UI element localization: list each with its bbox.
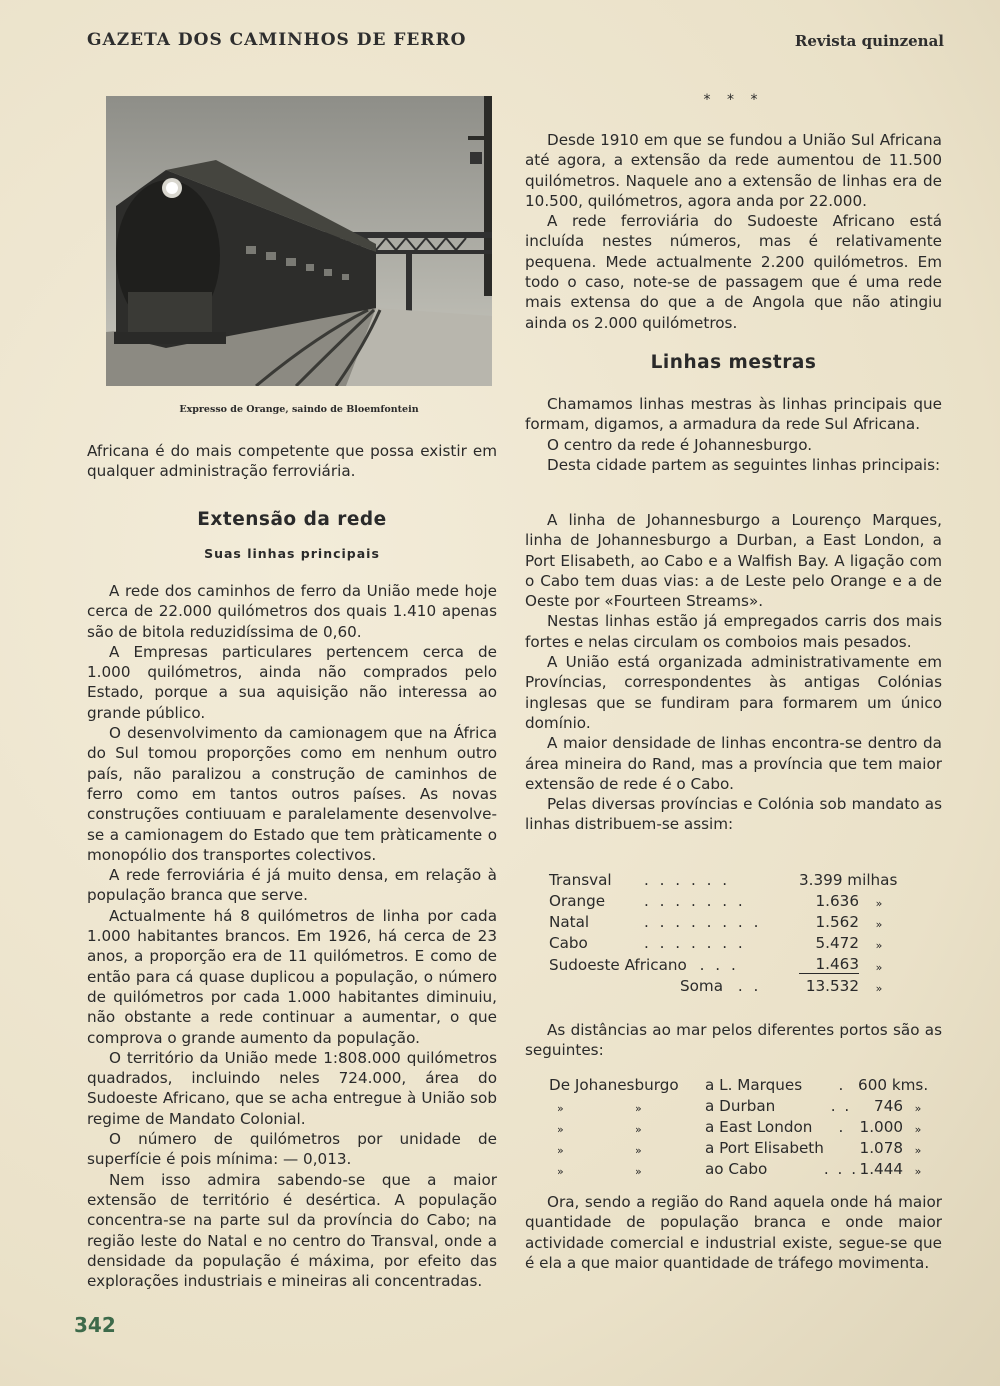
- page-number: 342: [74, 1313, 116, 1337]
- ditto-mark: »: [914, 1165, 922, 1178]
- province-name: Natal: [549, 913, 590, 931]
- right-body-mid: [525, 394, 942, 475]
- section-divider-stars: * * *: [703, 92, 764, 108]
- table-row: [549, 1073, 933, 1094]
- table-row: [549, 910, 899, 931]
- province-name: Sudoeste Africano: [549, 955, 687, 974]
- table-row-total: [549, 974, 899, 996]
- paragraph: Chamamos linhas mestras às linhas principais que formam, digamos, a armadura da rede Sul Africana.: [525, 395, 942, 434]
- paragraph: Desde 1910 em que se fundou a União Sul Africana até agora, a extensão da rede aumentou de 11.500 quilómetros. Naquele ano a extensão de linhas era de 10.500, quilómetros, agora anda por 22.000.: [525, 131, 942, 210]
- ditto-mark: »: [875, 939, 883, 952]
- distance-value: 600 kms.: [858, 1076, 929, 1094]
- paragraph: A maior densidade de linhas encontra-se dentro da área mineira do Rand, mas a província que tem maior extensão de rede é o Cabo.: [525, 734, 942, 793]
- leader-dots: . . . . . . .: [644, 934, 746, 952]
- ditto-mark: »: [635, 1165, 642, 1178]
- table-row: [549, 868, 899, 889]
- photo-caption: Expresso de Orange, saindo de Bloemfontein: [179, 404, 419, 415]
- province-value: 1.562: [815, 913, 859, 931]
- distance-value: 1.444: [859, 1160, 904, 1178]
- ditto-mark: »: [557, 1102, 564, 1115]
- paragraph: Actualmente há 8 quilómetros de linha por cada 1.000 habitantes brancos. Em 1926, há cerca de 23 anos, a proporção era de 11 quilómetros. E como de então para cá quase duplicou a população, o número de quilómetros por cada 1.000 habitantes diminuiu, não obstante a rede continuar a aumentar, o que comprova o grande aumento da população.: [87, 906, 497, 1047]
- table-row: [549, 931, 899, 952]
- leader-dots: . .: [830, 1097, 852, 1115]
- leader-dots: . . . . . . .: [644, 892, 746, 910]
- paragraph: O desenvolvimento da camionagem que na África do Sul tomou proporções como em nenhum outro país, não paralizou a construção de caminhos de ferro como em tantos outros países. As novas construções contiuuam e paralelamente desenvolve-se a camionagem do Estado que tem pràticamente o monopólio dos transportes colectivos.: [87, 724, 497, 864]
- ditto-mark: »: [914, 1144, 922, 1157]
- distance-from: De Johanesburgo: [549, 1076, 679, 1094]
- right-body-lines: [525, 510, 942, 835]
- ditto-mark: »: [557, 1144, 564, 1157]
- spacer-cell: [549, 974, 644, 996]
- paragraph: A rede dos caminhos de ferro da União mede hoje cerca de 22.000 quilómetros dos quais 1.410 apenas são de bitola reduzidíssima de 0,60.: [87, 582, 497, 641]
- ditto-mark: »: [557, 1165, 564, 1178]
- ditto-mark: »: [875, 960, 883, 974]
- intro-paragraph: Africana é do mais competente que possa existir em qualquer administração ferroviária.: [87, 442, 497, 481]
- ditto-mark: »: [635, 1102, 642, 1115]
- ditto-mark: »: [875, 897, 883, 910]
- journal-frequency: Revista quinzenal: [794, 32, 944, 50]
- distance-value: 746: [874, 1097, 904, 1115]
- ditto-mark: »: [914, 1123, 922, 1136]
- leader-dots: . . . . . .: [644, 871, 731, 889]
- table-row: [549, 1157, 933, 1178]
- paragraph: Pelas diversas províncias e Colónia sob mandato as linhas distribuem-se assim:: [525, 795, 942, 834]
- ditto-mark: »: [635, 1123, 642, 1136]
- province-value: 1.636: [815, 892, 859, 910]
- paragraph: O centro da rede é Johannesburgo.: [547, 435, 813, 454]
- section-title-extensao: Extensão da rede: [197, 509, 387, 530]
- total-cell: [644, 974, 799, 996]
- journal-title: GAZETA DOS CAMINHOS DE FERRO: [87, 30, 467, 50]
- closing-paragraph: Ora, sendo a região do Rand aquela onde há maior quantidade de população branca e onde maior actividade comercial e industrial existe, segue-se que é ela a que maior quantidade de tráfego movimenta.: [525, 1193, 942, 1272]
- province-name: Transval: [549, 871, 612, 889]
- section-title-linhas-mestras: Linhas mestras: [650, 352, 817, 373]
- ditto-mark: »: [914, 1102, 922, 1115]
- leader-dots: . . .: [699, 955, 739, 974]
- table-row: [549, 889, 899, 910]
- province-name: Cabo: [549, 934, 588, 952]
- distance-to: ao Cabo: [705, 1160, 768, 1178]
- section-subtitle: Suas linhas principais: [204, 546, 380, 561]
- ditto-mark: »: [635, 1144, 642, 1157]
- province-value: 3.399 milhas: [799, 871, 898, 889]
- paragraph: Nestas linhas estão já empregados carris dos mais fortes e nelas circulam os comboios mais pesados.: [525, 612, 942, 651]
- table-row: [549, 1115, 933, 1136]
- leader-dots: . . .: [823, 1160, 859, 1178]
- distances-table: [549, 1073, 933, 1178]
- paragraph: O território da União mede 1:808.000 quilómetros quadrados, incluindo neles 724.000, área do Sudoeste Africano, que se acha entregue à União sob regime de Mandato Colonial.: [87, 1048, 497, 1128]
- ditto-mark: »: [875, 918, 883, 931]
- paragraph: A rede ferroviária do Sudoeste Africano está incluída nestes números, mas é relativamente pequena. Mede actualmente 2.200 quilómetros. Em todo o caso, note-se de passagem que é uma rede mais extensa do que a de Angola que não atingiu ainda os 2.000 quilómetros.: [525, 212, 942, 332]
- distances-intro: As distâncias ao mar pelos diferentes portos são as seguintes:: [525, 1021, 942, 1060]
- leader-dots: [824, 1136, 858, 1157]
- paragraph: Desta cidade partem as seguintes linhas principais:: [547, 455, 941, 474]
- ditto-mark: »: [875, 982, 883, 995]
- distance-value: 1.078: [859, 1139, 904, 1157]
- leader-dots: . .: [737, 977, 762, 995]
- distance-value: 1.000: [859, 1118, 904, 1136]
- province-cell: [549, 952, 799, 974]
- paragraph: A Empresas particulares pertencem cerca de 1.000 quilómetros, ainda não comprados pelo Estado, porque a sua aquisição não interessa ao grande público.: [87, 642, 497, 722]
- province-name: Orange: [549, 892, 606, 910]
- paragraph: A rede ferroviária é já muito densa, em relação à população branca que serve.: [87, 866, 497, 905]
- distance-to: a Port Elisabeth: [705, 1139, 824, 1157]
- paragraph: Nem isso admira sabendo-se que a maior extensão de território é desértica. A população concentra-se na parte sul da província do Cabo; na região leste do Natal e no centro do Transval, onde a densidade da população é máxima, por efeito das explorações industriais e mineiras ali concentradas.: [87, 1170, 497, 1291]
- train-photo: [106, 96, 492, 386]
- total-label: Soma: [680, 977, 724, 995]
- leader-dots: .: [838, 1076, 844, 1094]
- distance-to: a L. Marques: [705, 1076, 803, 1094]
- paragraph: A linha de Johannesburgo a Lourenço Marques, linha de Johannesburgo a Durban, a East London, a Port Elisabeth, ao Cabo e a Walfish Bay. A ligação com o Cabo tem duas vias: a de Leste pelo Orange e a de Oeste por «Fourteen Streams».: [525, 511, 942, 611]
- province-value: 5.472: [815, 934, 859, 952]
- table-row: [549, 1136, 933, 1157]
- total-value: 13.532: [805, 977, 859, 995]
- table-row: [549, 1094, 933, 1115]
- paragraph: O número de quilómetros por unidade de superfície é pois mínima: — 0,013.: [87, 1130, 497, 1169]
- provinces-table: [549, 868, 899, 995]
- distance-to: a East London: [705, 1118, 813, 1136]
- right-body-top: [525, 130, 942, 333]
- leader-dots: . . . . . . . .: [644, 913, 762, 931]
- left-body: [87, 581, 497, 1291]
- ditto-mark: »: [557, 1123, 564, 1136]
- locomotive-illustration: [106, 96, 492, 386]
- distance-to: a Durban: [705, 1097, 776, 1115]
- leader-dots: .: [838, 1118, 844, 1136]
- paragraph: A União está organizada administrativamente em Províncias, correspondentes às antigas Colónias inglesas que se fundiram para formarem um único domínio.: [525, 653, 942, 732]
- province-value: 1.463: [799, 952, 859, 974]
- table-row: [549, 952, 899, 974]
